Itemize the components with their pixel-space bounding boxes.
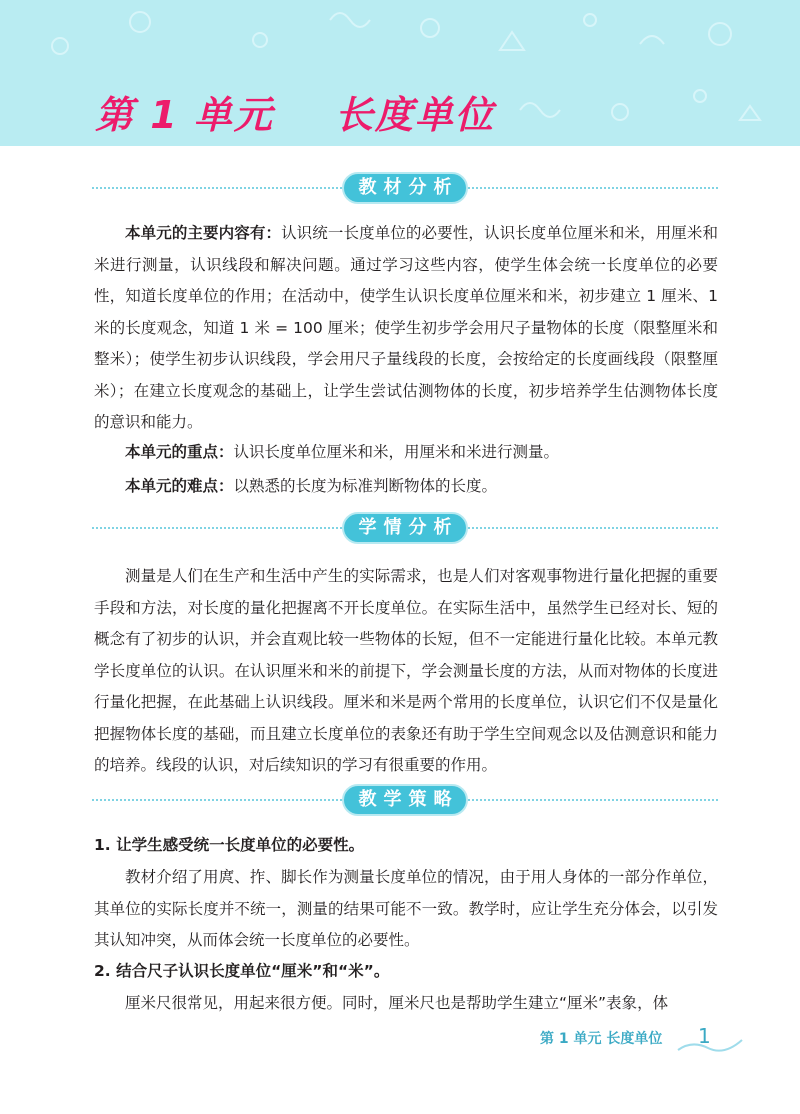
paragraph-text: 认识长度单位厘米和米，用厘米和米进行测量。 — [233, 443, 560, 461]
paragraph-lead: 本单元的主要内容有： — [125, 224, 282, 242]
section-title: 教材分析 — [342, 172, 468, 204]
footer-wave-decoration — [676, 1030, 746, 1056]
paragraph-learner — [94, 561, 718, 782]
section-header-analysis — [92, 168, 718, 208]
unit-title: 第 1 单元 长度单位 — [95, 93, 495, 137]
section-header-learner — [92, 508, 718, 548]
paragraph-lead: 本单元的难点： — [125, 477, 234, 495]
paragraph-text: 教材介绍了用庹、拃、脚长作为测量长度单位的情况，由于用人身体的一部分作单位，其单位的实际长度并不统一，测量的结果可能不一致。教学时，应让学生充分体会，以引发其认知冲突，从而体会统一长度单位的必要性。 — [94, 868, 718, 949]
header-banner — [0, 0, 800, 146]
paragraph-text: 测量是人们在生产和生活中产生的实际需求，也是人们对客观事物进行量化把握的重要手段和方法，对长度的量化把握离不开长度单位。在实际生活中，虽然学生已经对长、短的概念有了初步的认识，并会直观比较一些物体的长短，但不一定能进行量化比较。本单元教学长度单位的认识。在认识厘米和米的前提下，学会测量长度的方法，从而对物体的长度进行量化把握，在此基础上认识线段。厘米和米是两个常用的长度单位，认识它们不仅是量化把握物体长度的基础，而且建立长度单位的表象还有助于学生空间观念以及估测意识和能力的培养。线段的认识，对后续知识的学习有很重要的作用。 — [94, 567, 718, 774]
section-title: 学情分析 — [342, 512, 468, 544]
paragraph-difficulty — [94, 471, 718, 503]
paragraph-content — [94, 218, 718, 439]
strategy-heading-1: 1. 让学生感受统一长度单位的必要性。 — [94, 836, 365, 854]
paragraph-text: 厘米尺很常见，用起来很方便。同时，厘米尺也是帮助学生建立“厘米”表象，体 — [125, 994, 669, 1012]
section-header-strategy — [92, 780, 718, 820]
paragraph-text: 以熟悉的长度为标准判断物体的长度。 — [233, 477, 498, 495]
paragraph-text: 认识统一长度单位的必要性，认识长度单位厘米和米，用厘米和米进行测量，认识线段和解决问题。通过学习这些内容，使学生体会统一长度单位的必要性，知道长度单位的作用；在活动中，使学生认识长度单位厘米和米，初步建立 1 厘米、1 米的长度观念，知道 1 米 = 100 厘米；使学生初步学会用尺子量物体的长度（限整厘米和整米）；使学生初步认识线段，学会用尺子量线段的长度，会按给定的长度画线段（限整厘米）；在建立长度观念的基础上，让学生尝试估测物体的长度，初步培养学生估测物体长度的意识和能力。 — [94, 224, 718, 431]
footer-unit-label: 第 1 单元 长度单位 — [540, 1031, 663, 1047]
section-title: 教学策略 — [342, 784, 468, 816]
paragraph-lead: 本单元的重点： — [125, 443, 234, 461]
paragraph-strategy-2 — [94, 988, 718, 1020]
page-number: 1 — [698, 1024, 711, 1048]
strategy-heading-2: 2. 结合尺子认识长度单位“厘米”和“米”。 — [94, 962, 390, 980]
paragraph-key-point — [94, 437, 718, 469]
paragraph-strategy-1 — [94, 862, 718, 957]
